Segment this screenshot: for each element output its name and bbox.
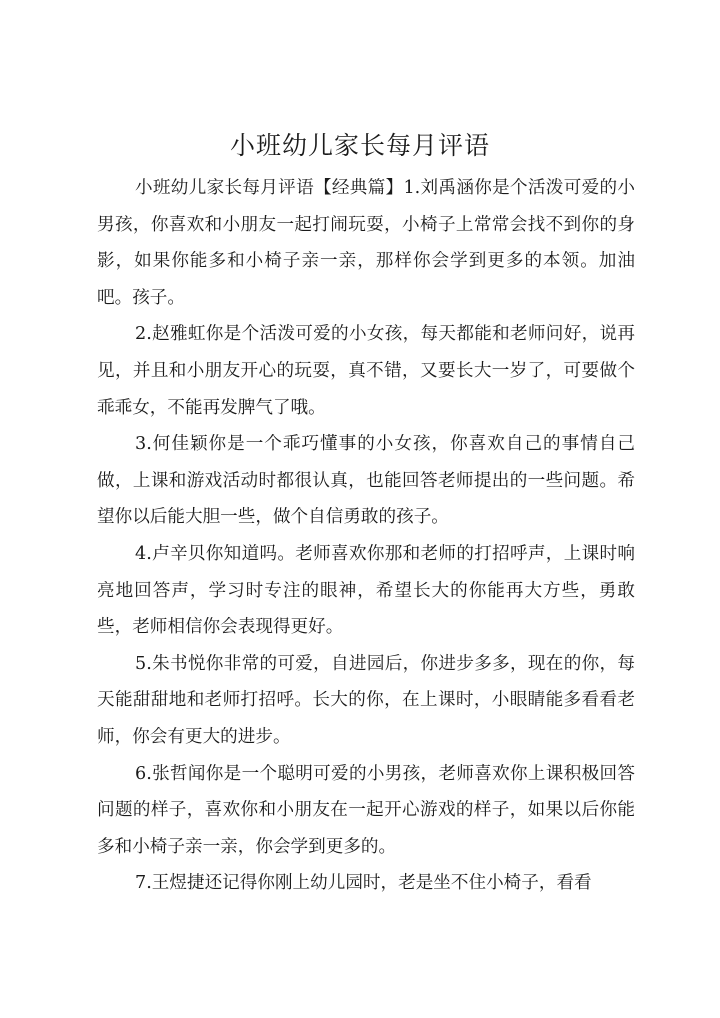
paragraph-3: 3.何佳颖你是一个乖巧懂事的小女孩，你喜欢自己的事情自己做，上课和游戏活动时都很认真，也能回答老师提出的一些问题。希望你以后能大胆一些，做个自信勇敢的孩子。 xyxy=(97,434,635,528)
paragraph-1: 小班幼儿家长每月评语【经典篇】1.刘禹涵你是个活泼可爱的小男孩，你喜欢和小朋友一起打闹玩耍，小椅子上常常会找不到你的身影，如果你能多和小椅子亲一亲，那样你会学到更多的本领。加油吧。孩子。 xyxy=(97,178,635,308)
paragraph-2: 2.赵雅虹你是个活泼可爱的小女孩，每天都能和老师问好，说再见，并且和小朋友开心的玩耍，真不错，又要长大一岁了，可要做个乖乖女，不能再发脾气了哦。 xyxy=(97,324,635,418)
paragraph-6: 6.张哲闻你是一个聪明可爱的小男孩，老师喜欢你上课积极回答问题的样子，喜欢你和小朋友在一起开心游戏的样子，如果以后你能多和小椅子亲一亲，你会学到更多的。 xyxy=(97,763,635,857)
document-body xyxy=(97,170,635,902)
document-title: 小班幼儿家长每月评语 xyxy=(229,131,490,160)
paragraph-7: 7.王煜捷还记得你刚上幼儿园时，老是坐不住小椅子，看看 xyxy=(135,873,592,894)
paragraph-5: 5.朱书悦你非常的可爱，自进园后，你进步多多，现在的你，每天能甜甜地和老师打招呼。长大的你，在上课时，小眼睛能多看看老师，你会有更大的进步。 xyxy=(97,653,635,747)
paragraph-4: 4.卢辛贝你知道吗。老师喜欢你那和老师的打招呼声，上课时响亮地回答声，学习时专注的眼神，希望长大的你能再大方些，勇敢些，老师相信你会表现得更好。 xyxy=(97,543,635,638)
